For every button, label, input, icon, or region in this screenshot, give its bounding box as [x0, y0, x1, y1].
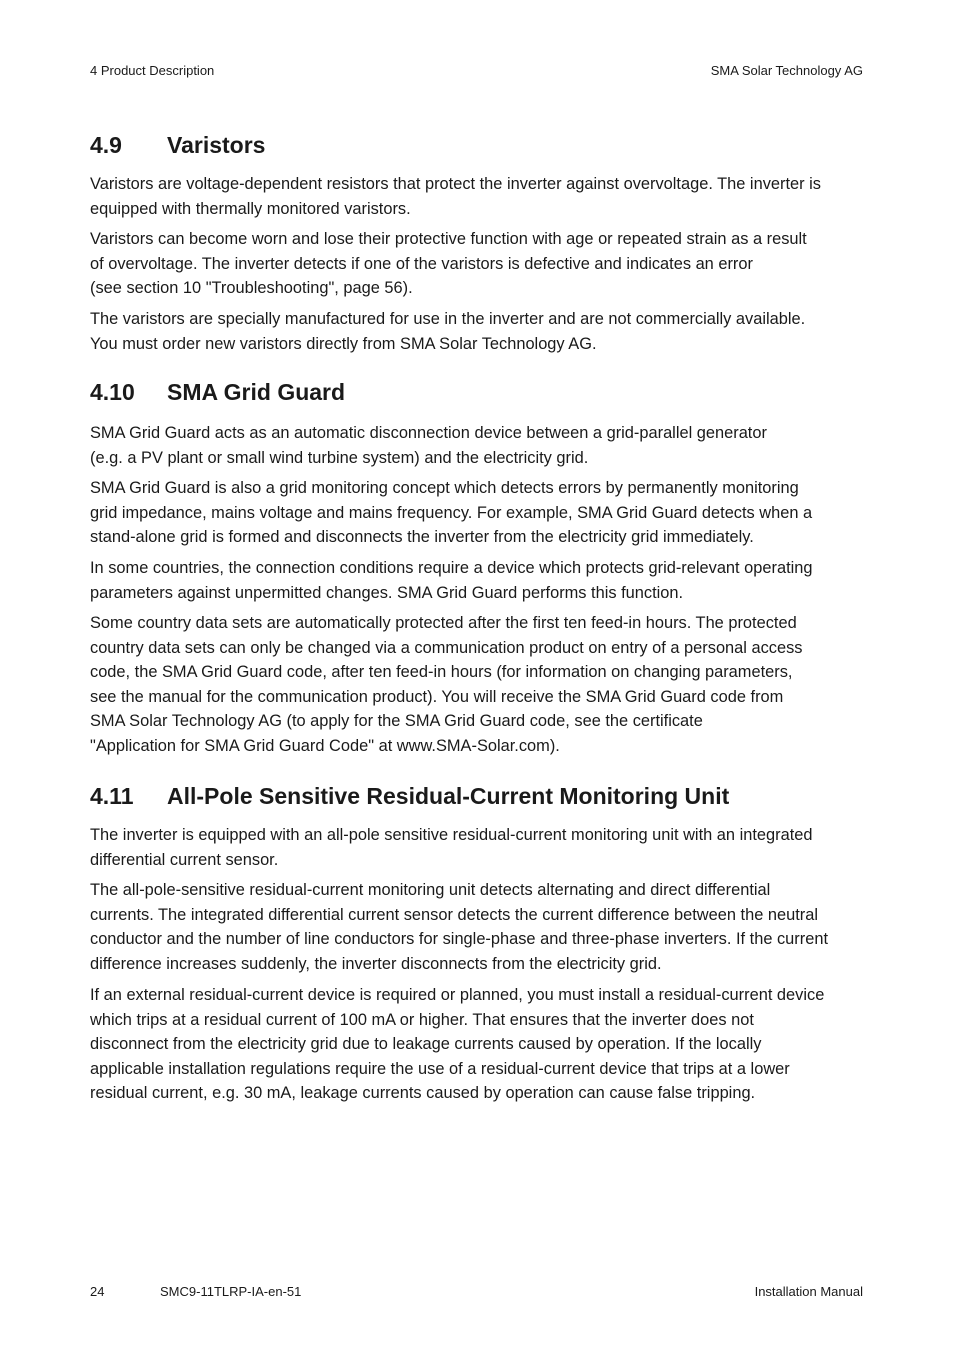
- text-line: applicable installation regulations require the use of a residual-current device that trips at a lower: [90, 1059, 790, 1078]
- text-line: grid impedance, mains voltage and mains frequency. For example, SMA Grid Guard detects when a: [90, 503, 813, 522]
- text-line: You must order new varistors directly from SMA Solar Technology AG.: [90, 334, 597, 353]
- text-line: The varistors are specially manufactured for use in the inverter and are not commercially available.: [90, 310, 806, 328]
- footer-document-code: SMC9-11TLRP-IA-en-51: [160, 1284, 302, 1299]
- paragraph: [90, 227, 862, 301]
- paragraph: [90, 172, 862, 221]
- paragraph: [90, 823, 862, 872]
- text-line: (see section 10 "Troubleshooting", page 56).: [90, 279, 413, 298]
- section-heading-residual-current-monitoring: [90, 782, 729, 810]
- text-line: SMA Grid Guard acts as an automatic disconnection device between a grid-parallel generator: [90, 424, 767, 442]
- section-title: All-Pole Sensitive Residual-Current Monitoring Unit: [167, 783, 730, 809]
- text-line: Some country data sets are automatically protected after the first ten feed-in hours. The protected: [90, 614, 797, 632]
- text-line: residual current, e.g. 30 mA, leakage currents caused by operation can cause false tripping.: [90, 1084, 756, 1103]
- text-line: parameters against unpermitted changes. SMA Grid Guard performs this function.: [90, 583, 684, 602]
- text-line: disconnect from the electricity grid due to leakage currents caused by operation. If the locally: [90, 1035, 762, 1054]
- text-line: "Application for SMA Grid Guard Code" at www.SMA-Solar.com).: [90, 736, 560, 755]
- paragraph: [90, 307, 862, 356]
- paragraph: [90, 611, 862, 759]
- text-line: Varistors are voltage-dependent resistors that protect the inverter against overvoltage. The inverter is: [90, 175, 821, 193]
- footer-page-number: 24: [90, 1284, 105, 1299]
- text-line: currents. The integrated differential current sensor detects the current difference between the neutral: [90, 905, 818, 924]
- text-line: SMA Grid Guard is also a grid monitoring concept which detects errors by permanently monitoring: [90, 479, 799, 497]
- text-line: code, the SMA Grid Guard code, after ten feed-in hours (for information on changing parameters,: [90, 663, 793, 682]
- header-section-label: 4 Product Description: [90, 63, 215, 78]
- text-line: see the manual for the communication product). You will receive the SMA Grid Guard code from: [90, 687, 784, 706]
- paragraph: [90, 421, 862, 470]
- paragraph: [90, 983, 862, 1106]
- text-line: If an external residual-current device is required or planned, you must install a residual-current device: [90, 986, 825, 1004]
- section-number: 4.9: [90, 132, 122, 158]
- section-title: SMA Grid Guard: [167, 379, 346, 405]
- paragraph: [90, 878, 862, 976]
- text-line: SMA Solar Technology AG (to apply for the SMA Grid Guard code, see the certificate: [90, 712, 703, 731]
- text-line: Varistors can become worn and lose their protective function with age or repeated strain as a result: [90, 230, 807, 248]
- section-number: 4.11: [90, 783, 134, 809]
- paragraph: [90, 476, 862, 550]
- section-heading-sma-grid-guard: [90, 378, 345, 406]
- text-line: (e.g. a PV plant or small wind turbine system) and the electricity grid.: [90, 448, 589, 467]
- header-company-label: SMA Solar Technology AG: [710, 63, 863, 78]
- text-line: which trips at a residual current of 100 mA or higher. That ensures that the inverter does not: [90, 1010, 754, 1029]
- text-line: stand-alone grid is formed and disconnects the inverter from the electricity grid immediately.: [90, 528, 754, 547]
- text-line: The inverter is equipped with an all-pole sensitive residual-current monitoring unit with an integrated: [90, 826, 813, 844]
- footer-document-type: Installation Manual: [754, 1284, 863, 1299]
- text-line: country data sets can only be changed via a communication product on entry of a personal access: [90, 638, 803, 657]
- paragraph: [90, 556, 862, 605]
- text-line: The all-pole-sensitive residual-current monitoring unit detects alternating and direct differential: [90, 881, 771, 899]
- section-title: Varistors: [167, 132, 266, 158]
- text-line: differential current sensor.: [90, 850, 279, 869]
- section-heading-varistors: [90, 131, 265, 159]
- text-line: In some countries, the connection conditions require a device which protects grid-relevant operating: [90, 559, 813, 577]
- text-line: of overvoltage. The inverter detects if one of the varistors is defective and indicates an error: [90, 254, 753, 273]
- text-line: difference increases suddenly, the inverter disconnects from the electricity grid.: [90, 954, 662, 973]
- text-line: equipped with thermally monitored varistors.: [90, 199, 411, 218]
- text-line: conductor and the number of line conductors for single-phase and three-phase inverters. If the current: [90, 930, 829, 949]
- section-number: 4.10: [90, 379, 135, 405]
